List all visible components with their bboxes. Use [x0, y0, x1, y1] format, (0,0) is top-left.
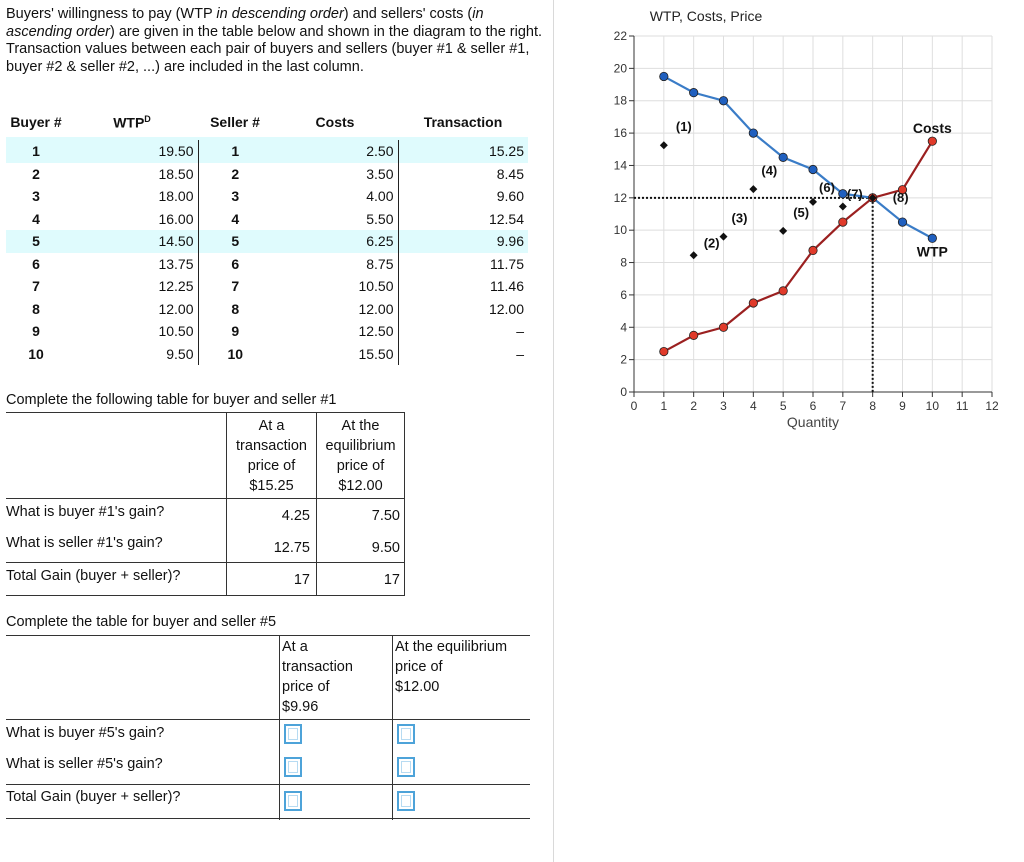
gain5-buyer-input-1[interactable]	[284, 724, 302, 744]
seller-cell: 5	[198, 230, 272, 253]
x-tick-label: 2	[690, 399, 698, 413]
cost-cell: 10.50	[272, 275, 398, 298]
wtp-cell: 19.50	[66, 137, 198, 163]
gain1-buyer-v2: 7.50	[371, 508, 400, 524]
data-point-costs	[779, 287, 787, 295]
gain5-table	[6, 635, 530, 820]
y-tick-label: 2	[620, 352, 627, 367]
gain1-title: Complete the following table for buyer and seller #1	[6, 392, 337, 408]
seller-cell: 8	[231, 300, 240, 317]
data-point-wtp	[898, 218, 906, 226]
table-row	[6, 275, 528, 298]
series-label-wtp: WTP	[916, 243, 948, 260]
gain1-row-buyer: What is buyer #1's gain?	[6, 504, 165, 520]
transaction-label: (5)	[793, 204, 810, 220]
gain1-seller-v2: 9.50	[371, 540, 400, 556]
transaction-cell: 8.45	[496, 165, 524, 182]
x-tick-label: 9	[899, 399, 906, 413]
data-point-costs	[719, 323, 727, 331]
gain5-title: Complete the table for buyer and seller #5	[6, 614, 277, 630]
x-tick-label: 4	[749, 399, 757, 413]
x-tick-label: 10	[925, 399, 940, 413]
data-point-costs	[749, 299, 757, 307]
cost-cell: 8.75	[272, 253, 398, 276]
buyer-cell: 1	[6, 137, 66, 163]
cost-cell: 6.25	[272, 230, 398, 253]
x-tick-label: 7	[839, 399, 847, 413]
transaction-label: (4)	[761, 163, 778, 179]
data-point-wtp	[779, 153, 787, 161]
y-tick-label: 22	[613, 29, 627, 43]
buyer-cell: 4	[32, 210, 40, 227]
y-tick-label: 20	[613, 61, 627, 76]
gain1-col1-header: At a transaction price of $15.25	[236, 418, 307, 494]
gain5-col1-header: At a transaction price of $9.96	[282, 639, 353, 715]
y-tick-label: 10	[613, 223, 627, 238]
transaction-label: (7)	[846, 186, 863, 202]
seller-cell: 6	[231, 255, 240, 272]
table-row	[6, 253, 528, 276]
data-point-costs	[839, 218, 847, 226]
transaction-cell: 12.54	[488, 210, 524, 227]
data-point-wtp	[719, 97, 727, 105]
gain1-table	[6, 412, 404, 596]
transaction-label: (8)	[892, 189, 909, 205]
seller-cell: 4	[231, 210, 240, 227]
table-row	[6, 185, 528, 208]
gain5-total-input-2[interactable]	[397, 791, 415, 811]
cost-cell: 3.50	[272, 163, 398, 186]
gain5-total-input-1[interactable]	[284, 791, 302, 811]
series-label-costs: Costs	[912, 120, 952, 137]
x-tick-label: 8	[869, 399, 877, 413]
intro-text: Buyers' willingness to pay (WTP in descending order) and sellers' costs (in ascending order) are given in the table below and shown in the diagram to the right. Transaction values between each pair of buyers and sellers (buyer #1 & seller #1, buyer #2 & seller #2, ...) are included in the last column.	[6, 6, 543, 75]
gain1-col2-header: At the equilibrium price of $12.00	[325, 418, 396, 494]
gain1-buyer-v1: 4.25	[281, 508, 310, 524]
y-tick-label: 8	[620, 255, 627, 270]
x-tick-label: 11	[955, 399, 969, 413]
col-costs: Costs	[272, 110, 398, 137]
y-tick-label: 4	[620, 320, 627, 335]
table-row	[6, 137, 528, 163]
wtp-cell: 14.50	[66, 230, 198, 253]
x-tick-label: 12	[985, 399, 999, 413]
col-wtp: $WTP^D$	[66, 110, 198, 137]
data-point-wtp	[749, 129, 757, 137]
seller-cell: 10	[227, 345, 244, 362]
col-seller: Seller #	[198, 110, 272, 137]
transaction-cell: 11.46	[490, 278, 524, 295]
col-buyer: Buyer #	[6, 110, 66, 137]
data-point-costs	[928, 137, 936, 145]
data-point-costs	[809, 246, 817, 254]
wtp-cell: 10.50	[66, 320, 198, 343]
data-point-costs	[689, 331, 697, 339]
buyer-cell: 2	[32, 165, 40, 182]
seller-cell: 1	[198, 137, 272, 163]
col-transaction: Transaction	[398, 110, 528, 137]
cost-cell: 15.50	[272, 343, 398, 366]
data-point-wtp	[839, 190, 847, 198]
gain5-row-total: Total Gain (buyer + seller)?	[6, 789, 181, 805]
y-tick-label: 18	[613, 93, 627, 108]
data-point-wtp	[660, 72, 668, 80]
table-row	[6, 320, 528, 343]
panel-divider	[553, 0, 554, 862]
wtp-cell: 9.50	[66, 343, 198, 366]
table-row	[6, 163, 528, 186]
cost-cell: 12.00	[272, 298, 398, 321]
transaction-cell: 15.25	[398, 137, 528, 163]
seller-cell: 7	[231, 278, 240, 295]
gain5-col2-header: At the equilibrium price of $12.00	[395, 639, 508, 695]
table-row	[6, 343, 528, 366]
transaction-cell: 11.75	[490, 255, 524, 272]
x-tick-label: 6	[809, 399, 817, 413]
gain1-total-v2: 17	[383, 572, 400, 588]
transaction-cell: 12.00	[488, 300, 524, 317]
transaction-label: (2)	[703, 235, 720, 251]
data-point-wtp	[809, 165, 817, 173]
y-tick-label: 12	[613, 190, 627, 205]
buyer-cell: 10	[28, 345, 44, 362]
x-axis-label: Quantity	[786, 414, 840, 430]
cost-cell: 4.00	[272, 185, 398, 208]
cost-cell: 12.50	[272, 320, 398, 343]
buyer-cell: 8	[32, 300, 40, 317]
x-tick-label: 1	[660, 399, 668, 413]
gain5-buyer-input-2[interactable]	[397, 724, 415, 744]
buyer-cell: 3	[32, 188, 40, 205]
wtp-cell: 12.25	[66, 275, 198, 298]
y-tick-label: 14	[613, 158, 627, 173]
wtp-cell: 16.00	[66, 208, 198, 231]
seller-cell: 9	[231, 323, 240, 340]
data-point-costs	[660, 347, 668, 355]
gain5-seller-input-1[interactable]	[284, 757, 302, 777]
x-tick-label: 5	[779, 399, 787, 413]
transaction-label: (1)	[675, 119, 692, 135]
cost-cell: 2.50	[272, 137, 398, 163]
seller-cell: 2	[231, 165, 240, 182]
table-row	[6, 230, 528, 253]
y-tick-label: 0	[620, 385, 627, 399]
x-tick-label: 0	[630, 399, 638, 413]
y-tick-label: 16	[613, 126, 627, 141]
wtp-cell: 12.00	[66, 298, 198, 321]
data-point-wtp	[928, 234, 936, 242]
transaction-cell: 9.96	[398, 230, 528, 253]
table-row	[6, 208, 528, 231]
gain5-row-buyer: What is buyer #5's gain?	[6, 725, 165, 741]
transaction-cell: –	[516, 345, 524, 362]
y-tick-label: 6	[620, 287, 627, 302]
gain5-seller-input-2[interactable]	[397, 757, 415, 777]
wtp-costs-table	[6, 110, 528, 365]
gain1-row-total: Total Gain (buyer + seller)?	[6, 568, 181, 584]
transaction-cell: 9.60	[496, 188, 524, 205]
buyer-cell: 5	[6, 230, 66, 253]
wtp-cell: 18.50	[66, 163, 198, 186]
chart-title: WTP, Costs, Price	[649, 8, 763, 24]
gain5-row-seller: What is seller #5's gain?	[6, 756, 163, 772]
buyer-cell: 7	[32, 278, 40, 295]
transaction-cell: –	[516, 323, 524, 340]
cost-cell: 5.50	[272, 208, 398, 231]
x-tick-label: 3	[720, 399, 727, 413]
table-row	[6, 298, 528, 321]
data-point-wtp	[689, 88, 697, 96]
buyer-cell: 6	[32, 255, 40, 272]
transaction-label: (6)	[819, 179, 835, 195]
wtp-costs-chart	[556, 0, 1016, 440]
seller-cell: 3	[231, 188, 240, 205]
gain1-row-seller: What is seller #1's gain?	[6, 535, 163, 551]
gain1-total-v1: 17	[293, 572, 310, 588]
transaction-label: (3)	[731, 210, 748, 226]
gain1-seller-v1: 12.75	[273, 540, 310, 556]
buyer-cell: 9	[32, 323, 40, 340]
wtp-cell: 18.00	[66, 185, 198, 208]
wtp-cell: 13.75	[66, 253, 198, 276]
